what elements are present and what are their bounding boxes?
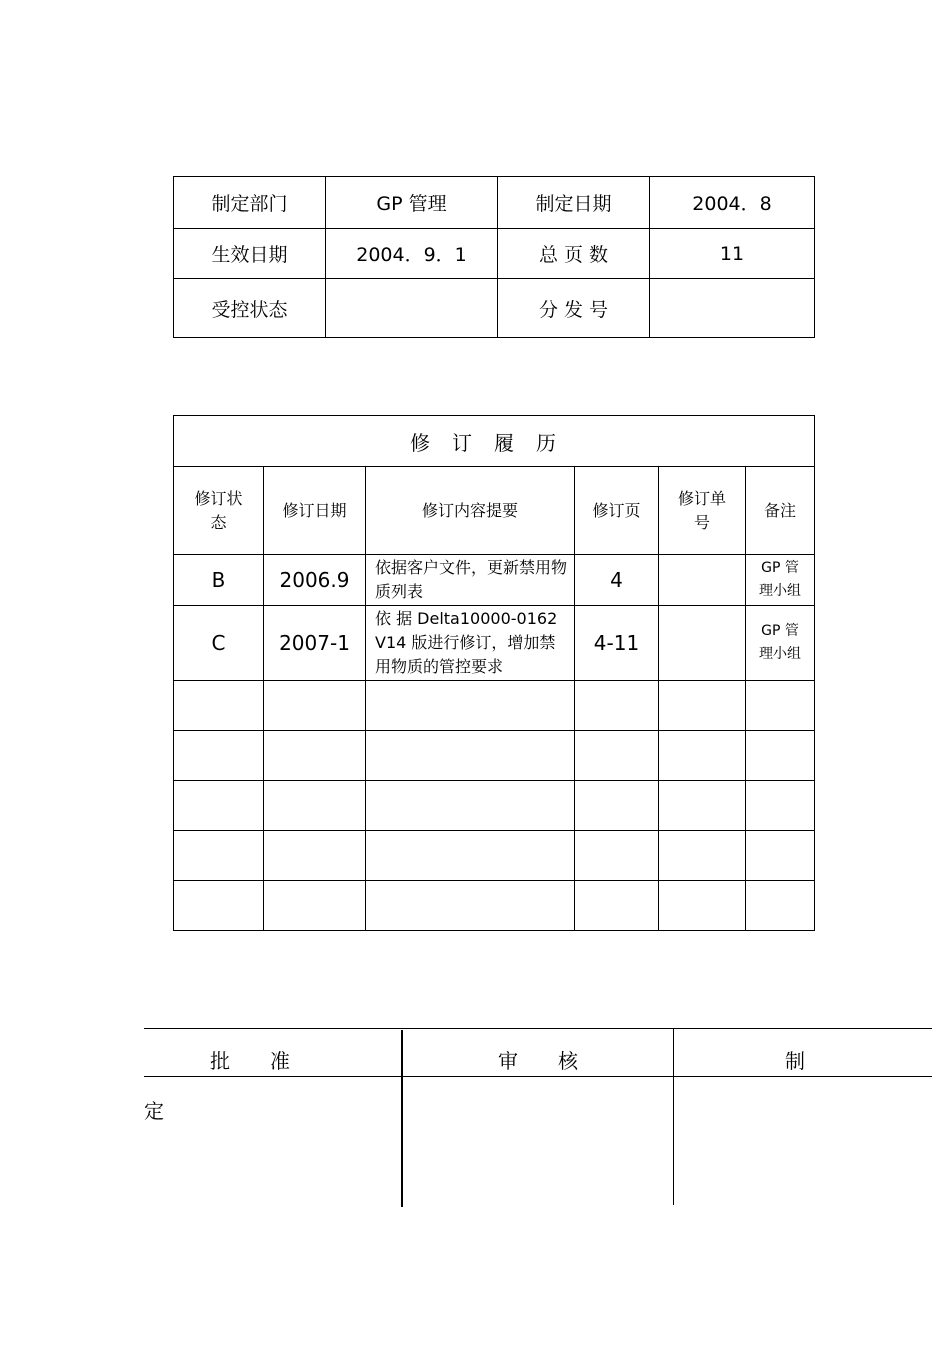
row-order [659,555,746,606]
empty-row [174,781,815,831]
signoff-divider-2 [673,1028,674,1205]
date-value: 2004．8 [650,177,815,229]
row-status: B [174,555,264,606]
row-date: 2006.9 [264,555,366,606]
control-value [326,279,498,338]
header-content: 修订内容提要 [366,467,575,555]
pages-label: 总 页 数 [498,229,650,279]
header-remark: 备注 [746,467,815,555]
empty-row [174,881,815,931]
empty-row [174,681,815,731]
approve-label: 批 准 [210,1049,290,1073]
row-remark: GP 管理小组 [746,606,815,681]
empty-row [174,731,815,781]
revision-title: 修订履历 [174,416,815,467]
dist-label: 分 发 号 [498,279,650,338]
prepare-label-cont: 定 [144,1099,164,1123]
review-label: 审 核 [498,1049,578,1073]
control-label: 受控状态 [174,279,326,338]
effective-value: 2004．9．1 [326,229,498,279]
row-page: 4-11 [575,606,659,681]
prepare-label: 制 [785,1049,805,1073]
header-order: 修订单号 [659,467,746,555]
dept-value: GP 管理 [326,177,498,229]
document-info-table [173,176,815,338]
row-page: 4 [575,555,659,606]
row-order [659,606,746,681]
header-date: 修订日期 [264,467,366,555]
dept-label: 制定部门 [174,177,326,229]
signoff-divider-1 [401,1030,403,1207]
pages-value: 11 [650,229,815,279]
row-status: C [174,606,264,681]
revision-history-table [173,415,815,931]
effective-label: 生效日期 [174,229,326,279]
row-remark: GP 管理小组 [746,555,815,606]
header-status: 修订状态 [174,467,264,555]
dist-value [650,279,815,338]
date-label: 制定日期 [498,177,650,229]
signoff-top-rule [144,1028,932,1029]
header-page: 修订页 [575,467,659,555]
row-content: 依 据 Delta10000-0162 V14 版进行修订，增加禁用物质的管控要求 [366,606,575,681]
row-content: 依据客户文件，更新禁用物质列表 [366,555,575,606]
row-date: 2007-1 [264,606,366,681]
empty-row [174,831,815,881]
signoff-header-rule [144,1076,932,1077]
